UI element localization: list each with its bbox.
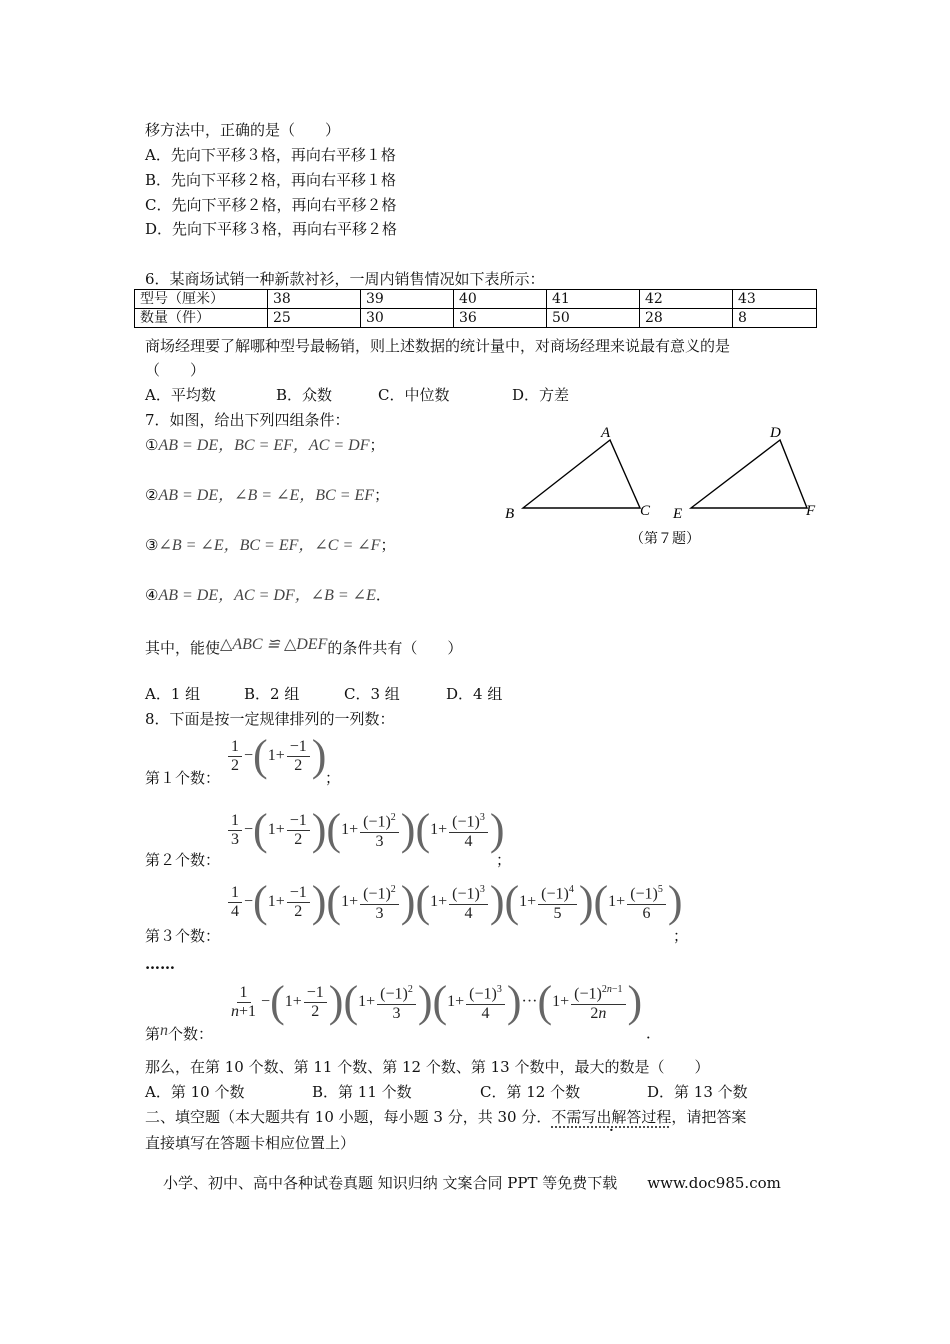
vertex-label-b: B (505, 506, 515, 522)
condition-number: ② (145, 486, 159, 504)
section2-line2: 直接填写在答题卡相应位置上） (145, 1134, 356, 1152)
q8-option-a: A．第 10 个数 (145, 1083, 245, 1101)
table-cell: 数量（件） (135, 309, 268, 328)
q8-nth-formula: $\frac{1}{n+1}$ − ( 1+ $\frac{-1}{2}$ ) ( 1+ $\frac{(-1)^2}{3}$ ) ( 1+ $\frac{(-1)^3}{4}$ ) ··· ( 1+ $\frac{(-1)^{2n-1}}{2n}$ ) (231, 977, 643, 1026)
table-cell: 50 (547, 309, 640, 328)
conclusion-suffix: 的条件共有（ ） (327, 639, 463, 657)
q7-condition-1 (145, 432, 385, 455)
q6-stem: 6．某商场试销一种新款衬衫，一周内销售情况如下表所示： (145, 270, 545, 288)
q5-option-d: D．先向下平移３格，再向右平移２格 (145, 220, 398, 238)
table-cell: 36 (454, 309, 547, 328)
q8-item-1-formula: $\frac{1}{2}$ − ( 1+ $\frac{-1}{2}$ ) (226, 734, 326, 778)
condition-end: ； (369, 436, 385, 454)
vertex-label-c: C (640, 503, 651, 519)
q8-ellipsis: …… (145, 955, 175, 973)
q8-option-b: B．第 11 个数 (312, 1083, 412, 1101)
condition-number: ① (145, 436, 159, 454)
q7-condition-4 (145, 582, 391, 605)
triangle-abc (523, 440, 640, 508)
q6-option-a: A．平均数 (145, 386, 216, 404)
q6-paren: （ ） (145, 361, 206, 379)
nth-prefix: 第 (145, 1025, 161, 1043)
q7-option-c: C．3 组 (344, 685, 400, 703)
q8-item-3-formula: $\frac{1}{4}$ − ( 1+ $\frac{-1}{2}$ ) ( 1+ $\frac{(-1)^2}{3}$ ) ( 1+ $\frac{(-1)^3}{4}$ ) ( 1+ $\frac{(-1)^4}{5}$ ) ( 1+ $\frac{(-1)^5}{6}$ ) (226, 880, 683, 924)
conclusion-prefix: 其中，能使 (145, 639, 221, 657)
q7-condition-2 (145, 482, 389, 505)
condition-number: ④ (145, 586, 159, 604)
table-cell: 28 (640, 309, 733, 328)
q8-nth-end: ． (646, 1024, 662, 1042)
table-cell: 42 (640, 290, 733, 309)
table-row (135, 309, 817, 328)
conclusion-expr: △ABC ≌ △DEF (220, 636, 328, 653)
table-cell: 41 (547, 290, 640, 309)
q5-option-a: A．先向下平移３格，再向右平移１格 (145, 146, 396, 164)
table-cell: 39 (361, 290, 454, 309)
section2-emphasis: 不需写出解答过程 · (551, 1108, 671, 1126)
table-cell: 30 (361, 309, 454, 328)
section2-suffix: ，请把答案 (671, 1108, 747, 1126)
vertex-label-a: A (601, 425, 611, 441)
triangles-figure (495, 420, 830, 555)
q5-option-c: C．先向下平移２格，再向右平移２格 (145, 196, 397, 214)
section2-line1 (145, 1106, 746, 1127)
q6-option-b: B．众数 (276, 386, 333, 404)
q8-item-3-label: 第３个数： (145, 927, 221, 945)
q6-option-d: D．方差 (512, 386, 570, 404)
q8-option-d: D．第 13 个数 (647, 1083, 748, 1101)
q5-tail: 移方法中，正确的是（ ） (145, 121, 341, 139)
q8-option-c: C．第 12 个数 (480, 1083, 581, 1101)
q8-item-2-formula: $\frac{1}{3}$ − ( 1+ $\frac{-1}{2}$ ) ( 1+ $\frac{(-1)^2}{3}$ ) ( 1+ $\frac{(-1)^3}{4}$ ) (226, 808, 504, 852)
table-cell: 40 (454, 290, 547, 309)
q8-stem: 8．下面是按一定规律排列的一列数： (145, 710, 395, 728)
table-cell: 38 (268, 290, 361, 309)
q7-option-d: D．4 组 (446, 685, 503, 703)
table-cell: 43 (733, 290, 817, 309)
triangle-def (691, 440, 807, 508)
q7-conclusion (145, 634, 462, 658)
q8-item-2-end: ； (496, 851, 512, 869)
vertex-label-d: D (770, 425, 781, 441)
q8-item-2-label: 第２个数： (145, 851, 221, 869)
q7-option-a: A．1 组 (145, 685, 201, 703)
sales-table (134, 289, 817, 328)
condition-end: ． (375, 586, 391, 604)
q5-option-b: B．先向下平移２格，再向右平移１格 (145, 171, 397, 189)
q7-stem: 7．如图，给出下列四组条件： (145, 411, 350, 429)
table-cell: 8 (733, 309, 817, 328)
q8-nth-label (145, 1022, 213, 1044)
nth-suffix: 个数： (168, 1025, 214, 1043)
table-cell: 型号（厘米） (135, 290, 268, 309)
condition-expr: ∠B = ∠E，BC = EF，∠C = ∠F (158, 537, 381, 554)
q7-option-b: B．2 组 (244, 685, 300, 703)
figure-caption: （第７题） (630, 531, 700, 547)
vertex-label-e: E (673, 506, 683, 522)
q7-condition-3 (145, 532, 395, 555)
condition-number: ③ (145, 536, 159, 554)
q6-option-c: C．中位数 (378, 386, 450, 404)
q8-item-1-end: ； (325, 769, 341, 787)
q8-item-3-end: ； (673, 927, 689, 945)
page-footer: 小学、初中、高中各种试卷真题 知识归纳 文案合同 PPT 等免费下载 www.doc985.com (163, 1174, 781, 1192)
condition-expr: AB = DE，BC = EF，AC = DF (158, 437, 370, 454)
section2-prefix: 二、填空题（本大题共有 10 小题，每小题 3 分，共 30 分． (145, 1108, 552, 1126)
q6-question: 商场经理要了解哪种型号最畅销，则上述数据的统计量中，对商场经理来说最有意义的是 (145, 337, 731, 355)
condition-end: ； (374, 486, 390, 504)
q8-question: 那么，在第 10 个数、第 11 个数、第 12 个数、第 13 个数中，最大的数是（ ） (145, 1058, 710, 1076)
condition-expr: AB = DE，AC = DF，∠B = ∠E (158, 587, 376, 604)
table-cell: 25 (268, 309, 361, 328)
table-row (135, 290, 817, 309)
condition-expr: AB = DE，∠B = ∠E，BC = EF (158, 487, 375, 504)
nth-variable: n (160, 1022, 169, 1039)
vertex-label-f: F (806, 503, 816, 519)
q8-item-1-label: 第１个数： (145, 769, 221, 787)
condition-end: ； (380, 536, 396, 554)
